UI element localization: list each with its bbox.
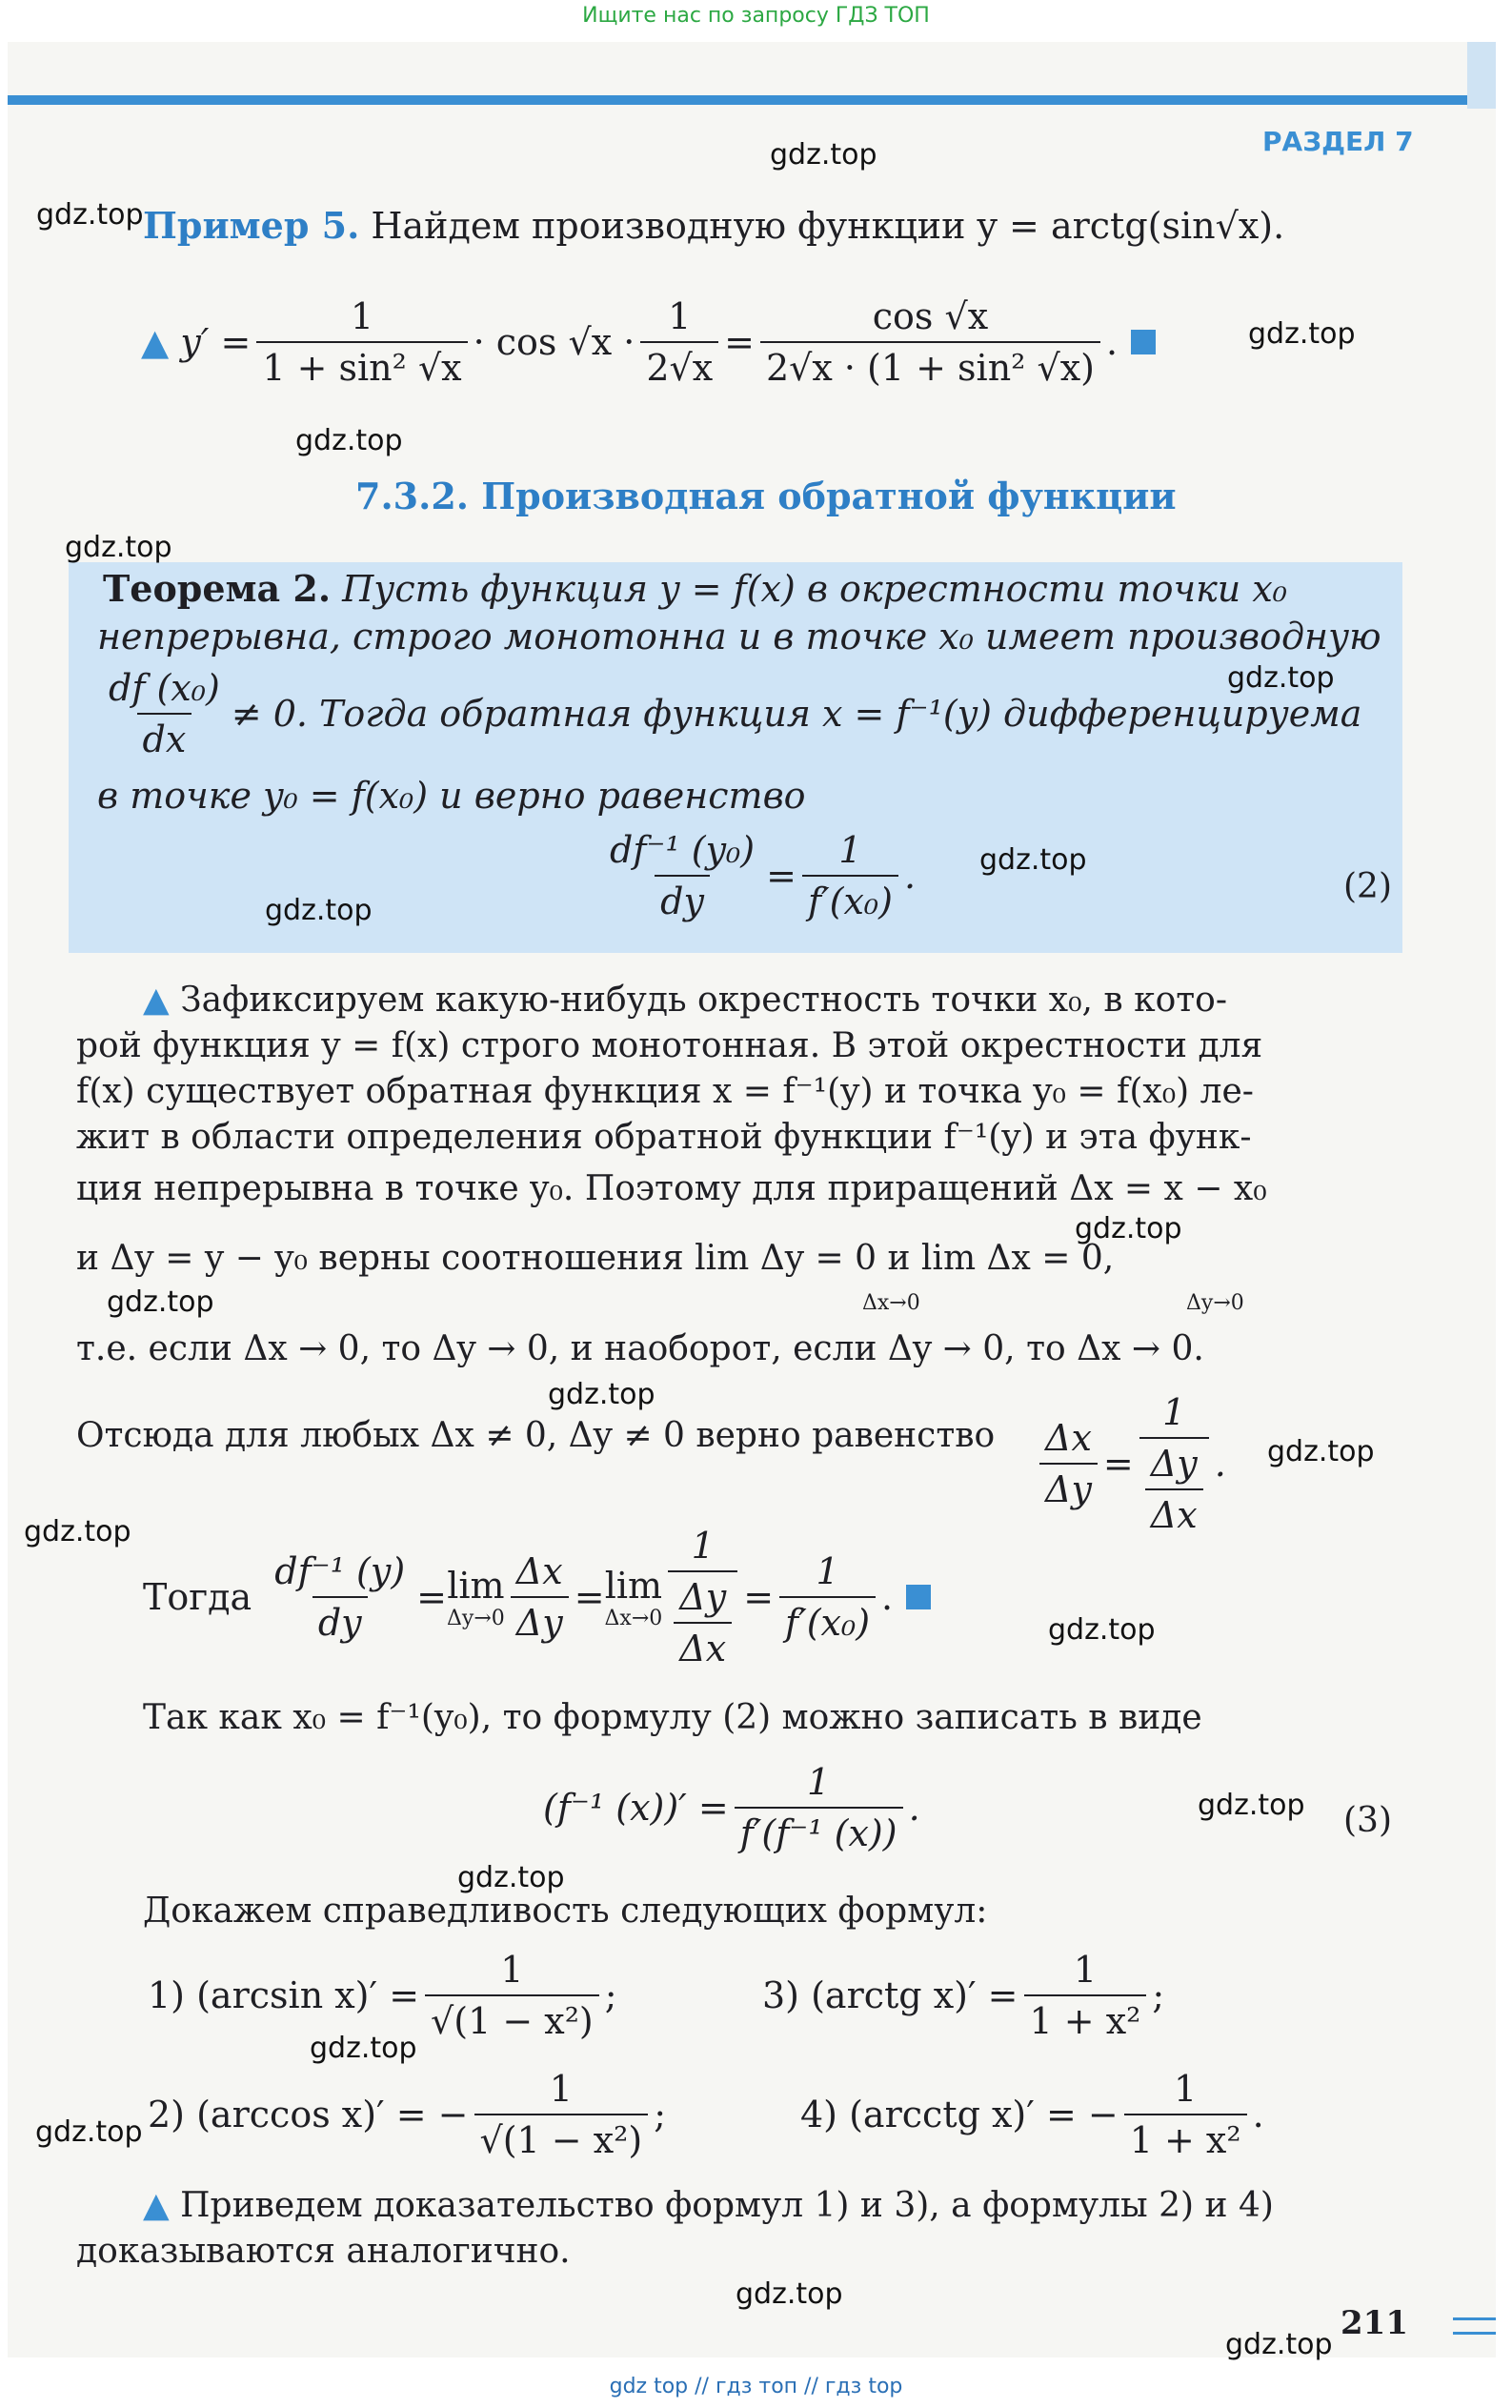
footer-decoration <box>1453 2317 1496 2335</box>
watermark: gdz.top <box>1267 1435 1375 1468</box>
formula-3: 3) (arctg x)′ = $\frac{1}{\text{1 + x²}}$ ; <box>762 1949 1165 2042</box>
proof-line-2: рой функция y = f(x) строго монотонная. В этой окрестности для <box>76 1026 1263 1065</box>
watermark-top: Ищите нас по запросу ГДЗ ТОП <box>582 4 930 28</box>
fraction-3: $\frac{\cos √x}{\text{2√x · (1 + sin² √x)}}$ <box>760 295 1100 389</box>
theorem-line-1: Теорема 2. Пусть функция y = f(x) в окрестности точки x₀ <box>103 567 1287 610</box>
example-formula: ▲ y′ = $\frac{1}{\text{1 + sin² √x}}$ · cos √x · $\frac{1}{2√x}$ = $\frac{\cos √x}{\text{2√x · (1 + sin² √x)}}$ . <box>141 295 1156 389</box>
example-text: Найдем производную функции y = arctg(sin√x). <box>371 205 1285 247</box>
proof-start-icon: ▲ <box>143 2186 170 2225</box>
watermark: gdz.top <box>1048 1613 1156 1647</box>
watermark: gdz.top <box>770 138 877 172</box>
theorem-line-2: непрерывна, строго монотонна и в точке x₀ имеет производную <box>97 616 1381 658</box>
lim-subscript-1: Δx→0 <box>862 1291 920 1315</box>
watermark: gdz.top <box>36 198 144 232</box>
watermark: gdz.top <box>107 1285 214 1319</box>
lim-subscript-2: Δy→0 <box>1186 1291 1244 1315</box>
theorem-line-4: в точке y₀ = f(x₀) и верно равенство <box>97 775 806 817</box>
footer-links: gdz top // гдз топ // гдз top <box>609 2375 903 2398</box>
watermark: gdz.top <box>1198 1789 1305 1822</box>
prove-line: Докажем справедливость следующих формул: <box>143 1892 988 1931</box>
equation-3: (f⁻¹ (x))′ = $\frac{1}{\text{f′(f⁻¹ (x))}}$ . <box>543 1761 920 1854</box>
since-line: Так как x₀ = f⁻¹(y₀), то формулу (2) можно записать в виде <box>143 1698 1202 1737</box>
proof-line-7: т.е. если Δx → 0, то Δy → 0, и наоборот, если Δy → 0, то Δx → 0. <box>76 1329 1204 1368</box>
formula-4: 4) (arcctg x)′ = − $\frac{1}{\text{1 + x²}}$ . <box>800 2068 1264 2161</box>
end-of-proof-icon <box>1131 330 1156 354</box>
ratio-equation: $\frac{\Delta x}{\Delta y}$ = $\frac{1}{\frac{\Delta y}{\Delta x}}$ . <box>1034 1391 1226 1536</box>
then-word: Тогда <box>143 1576 252 1618</box>
subsection-title: 7.3.2. Производная обратной функции <box>355 475 1177 517</box>
final-line-1: ▲ Приведем доказательство формул 1) и 3), а формулы 2) и 4) <box>143 2186 1274 2225</box>
proof-start-icon: ▲ <box>143 981 170 1020</box>
fraction-2: $\frac{1}{2√x}$ <box>640 295 718 389</box>
watermark: gdz.top <box>457 1861 565 1894</box>
watermark: gdz.top <box>1225 2328 1333 2361</box>
then-formula: Тогда $\frac{\text{df⁻¹ (y)}}{dy}$ = lim Δy→0 $\frac{\Delta x}{\Delta y}$ = lim Δx→0 $\frac{1}{\frac{\Delta y}{\Delta x}}$ = $\frac{1}{\text{f′(x₀)}}$ . <box>143 1525 931 1669</box>
watermark: gdz.top <box>979 843 1087 877</box>
example-label: Пример 5. <box>143 204 360 247</box>
proof-line-3: f(x) существует обратная функция x = f⁻¹(y) и точка y₀ = f(x₀) ле- <box>76 1072 1254 1111</box>
watermark: gdz.top <box>1227 661 1335 695</box>
proof-line-8: Отсюда для любых Δx ≠ 0, Δy ≠ 0 верно равенство <box>76 1416 996 1455</box>
formula-2: 2) (arccos x)′ = − $\frac{1}{\text{√(1 − x²)}}$ ; <box>148 2068 667 2161</box>
theorem-condition: $\frac{\text{df (x₀)}}{dx}$ ≠ 0. Тогда обратная функция x = f⁻¹(y) дифференцируема <box>109 667 1362 760</box>
proof-start-icon: ▲ <box>141 321 170 363</box>
fraction-1: $\frac{1}{\text{1 + sin² √x}}$ <box>256 295 467 389</box>
proof-line-5: ция непрерывна в точке y₀. Поэтому для приращений Δx = x − x₀ <box>76 1169 1267 1208</box>
watermark: gdz.top <box>295 424 403 457</box>
proof-line-1: ▲ Зафиксируем какую-нибудь окрестность точки x₀, в кото- <box>143 981 1228 1020</box>
watermark: gdz.top <box>65 531 172 564</box>
proof-line-6: и Δy = y − y₀ верны соотношения lim Δy = 0 и lim Δx = 0, <box>76 1239 1115 1278</box>
formula-mid: · cos √x · <box>473 321 635 363</box>
watermark: gdz.top <box>736 2277 843 2311</box>
theorem-label: Теорема 2. <box>103 567 332 610</box>
watermark: gdz.top <box>24 1515 131 1548</box>
formula-eq: = <box>724 321 755 363</box>
header-bar <box>8 95 1496 105</box>
right-tab <box>1467 42 1496 109</box>
equation-number-2: (2) <box>1343 867 1392 906</box>
watermark: gdz.top <box>548 1378 655 1411</box>
formula-lhs: y′ = <box>180 321 252 363</box>
proof-line-4: жит в области определения обратной функции f⁻¹(y) и эта функ- <box>76 1118 1252 1157</box>
watermark: gdz.top <box>310 2032 417 2065</box>
watermark: gdz.top <box>265 894 373 927</box>
equation-number-3: (3) <box>1343 1801 1392 1840</box>
end-of-proof-icon <box>906 1585 931 1609</box>
formula-1: 1) (arcsin x)′ = $\frac{1}{\text{√(1 − x²)}}$ ; <box>148 1949 617 2042</box>
section-label: РАЗДЕЛ 7 <box>1262 126 1414 157</box>
example-heading <box>143 204 1284 248</box>
watermark: gdz.top <box>35 2115 143 2149</box>
theorem-equation: $\frac{\text{df⁻¹ (y₀)}}{dy}$ = $\frac{1}{\text{f′(x₀)}}$ . <box>610 829 917 922</box>
final-line-2: доказываются аналогично. <box>76 2232 571 2271</box>
page-number: 211 <box>1341 2304 1408 2342</box>
watermark: gdz.top <box>1248 317 1356 351</box>
watermark: gdz.top <box>1075 1212 1182 1245</box>
